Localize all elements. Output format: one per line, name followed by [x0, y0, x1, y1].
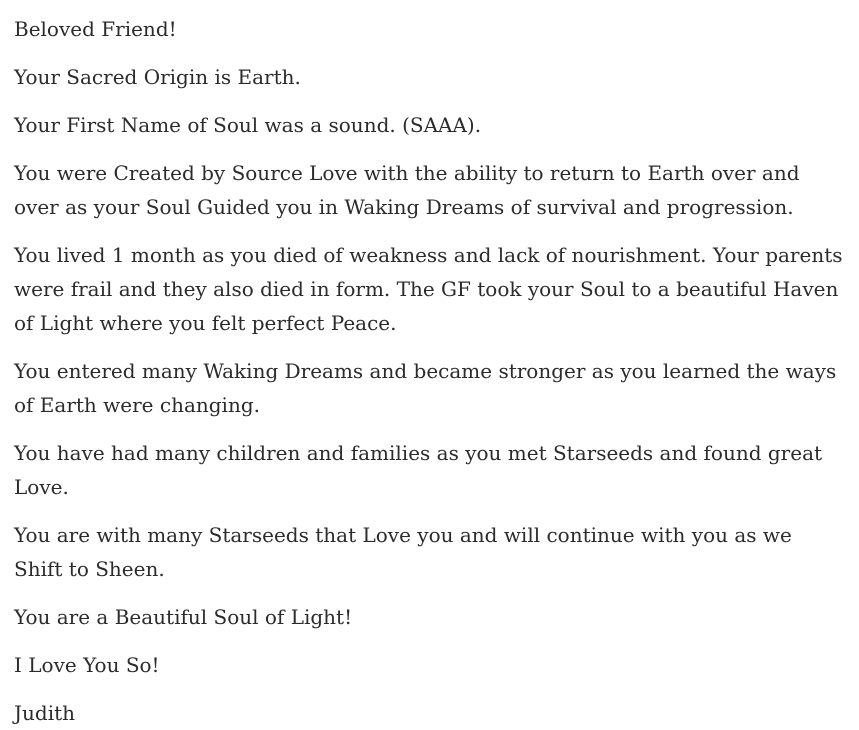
- paragraph-waking-dreams: You entered many Waking Dreams and became stronger as you learned the ways of Earth were changing.: [14, 359, 837, 417]
- signature: Judith: [14, 701, 76, 725]
- paragraph-first-life: You lived 1 month as you died of weakness and lack of nourishment. Your parents were frail and they also died in form. The GF took your Soul to a beautiful Haven of Light where you felt perfect Peace.: [14, 243, 843, 335]
- greeting: Beloved Friend!: [14, 17, 177, 41]
- paragraph-soul-name: Your First Name of Soul was a sound. (SAAA).: [14, 113, 482, 137]
- paragraph-creation: You were Created by Source Love with the ability to return to Earth over and over as your Soul Guided you in Waking Dreams of survival and progression.: [14, 161, 800, 219]
- paragraph-origin: Your Sacred Origin is Earth.: [14, 65, 301, 89]
- paragraph-soul-of-light: You are a Beautiful Soul of Light!: [14, 605, 353, 629]
- paragraph-starseeds: You are with many Starseeds that Love you and will continue with you as we Shift to Sheen.: [14, 523, 792, 581]
- paragraph-families: You have had many children and families as you met Starseeds and found great Love.: [14, 441, 823, 499]
- closing: I Love You So!: [14, 653, 160, 677]
